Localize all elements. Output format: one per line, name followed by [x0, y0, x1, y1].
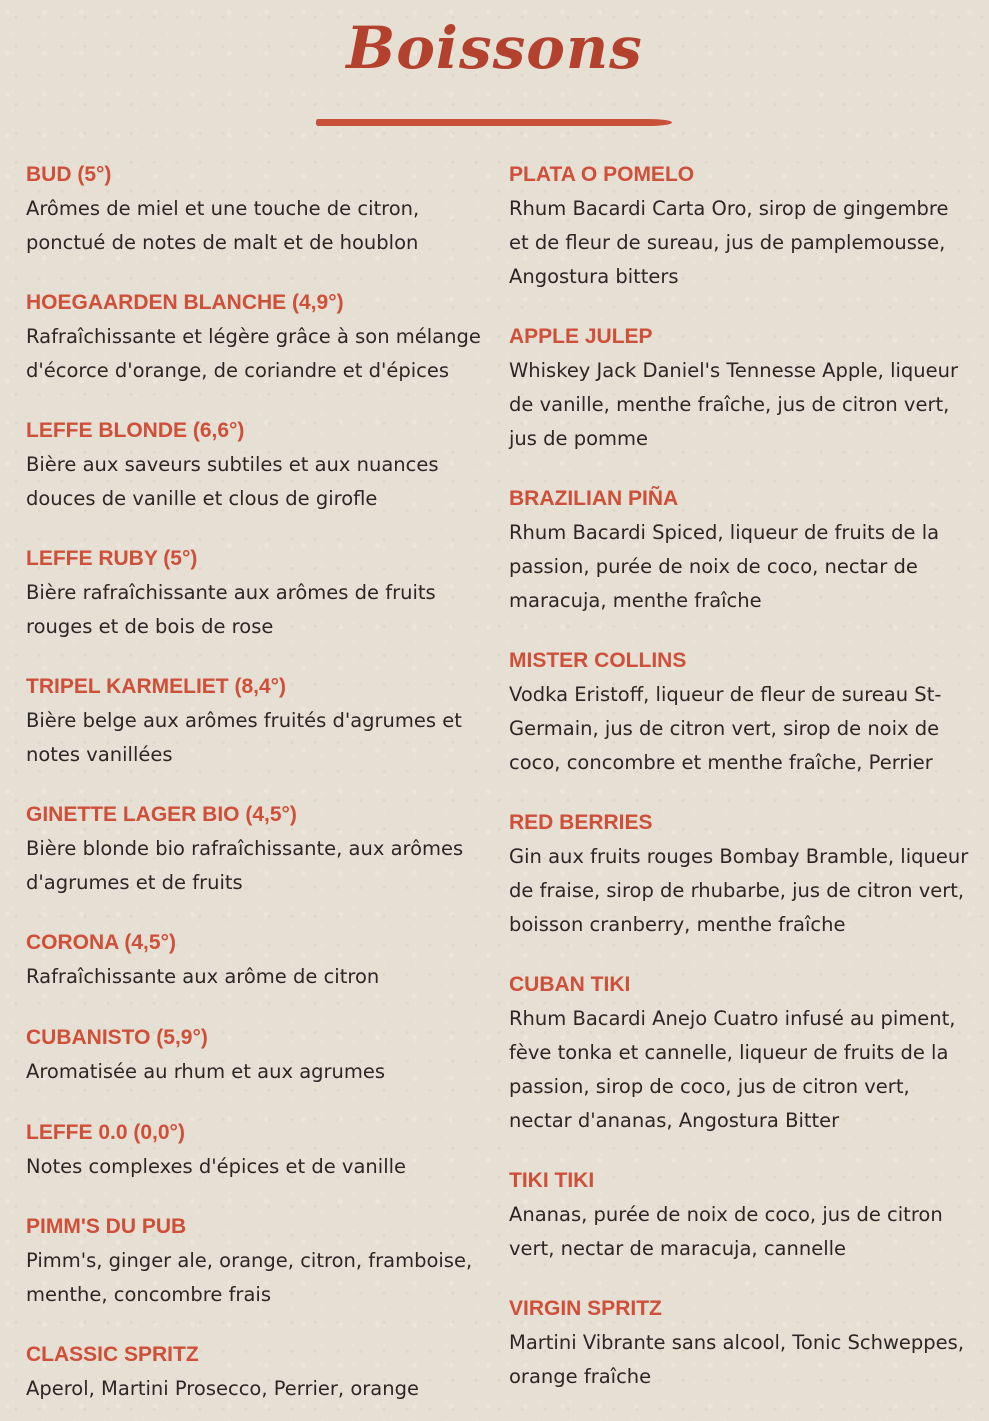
menu-item	[26, 1212, 486, 1340]
item-description: Ananas, purée de noix de coco, jus de citron vert, nectar de maracuja, cannelle	[509, 1203, 943, 1260]
menu-item	[26, 288, 486, 416]
item-description: Gin aux fruits rouges Bombay Bramble, liqueur de fraise, sirop de rhubarbe, jus de citron vert, boisson cranberry, menthe fraîche	[509, 845, 969, 936]
item-description: Rhum Bacardi Anejo Cuatro infusé au piment, fève tonka et cannelle, liqueur de fruits de la passion, sirop de coco, jus de citron vert, nectar d'ananas, Angostura Bitter	[509, 1007, 956, 1132]
item-name: RED BERRIES	[509, 811, 653, 834]
menu-item	[509, 970, 974, 1166]
menu-item	[26, 544, 486, 672]
item-description: Aromatisée au rhum et aux agrumes	[26, 1060, 386, 1083]
menu-item	[26, 800, 486, 928]
menu-item	[509, 322, 974, 484]
item-name: LEFFE RUBY (5°)	[26, 547, 198, 570]
item-name: HOEGAARDEN BLANCHE (4,9°)	[26, 291, 344, 314]
item-name: APPLE JULEP	[509, 325, 653, 348]
menu-item	[26, 1023, 486, 1118]
item-name: BRAZILIAN PIÑA	[509, 487, 679, 510]
item-name: MISTER COLLINS	[509, 649, 687, 672]
item-name: GINETTE LAGER BIO (4,5°)	[26, 803, 297, 826]
menu-item	[509, 160, 974, 322]
item-name: PIMM'S DU PUB	[26, 1215, 187, 1238]
beer-column	[26, 160, 486, 1406]
item-description: Rhum Bacardi Spiced, liqueur de fruits de la passion, purée de noix de coco, nectar de maracuja, menthe fraîche	[509, 521, 940, 612]
menu-item	[509, 1294, 974, 1394]
item-name: CLASSIC SPRITZ	[26, 1343, 199, 1366]
menu-item	[509, 646, 974, 808]
item-description: Martini Vibrante sans alcool, Tonic Schweppes, orange fraîche	[509, 1331, 965, 1388]
item-description: Notes complexes d'épices et de vanille	[26, 1155, 407, 1178]
menu-item	[509, 808, 974, 970]
item-description: Bière blonde bio rafraîchissante, aux arômes d'agrumes et de fruits	[26, 837, 464, 894]
item-name: CUBAN TIKI	[509, 973, 631, 996]
menu-item	[26, 1118, 486, 1212]
item-description: Whiskey Jack Daniel's Tennesse Apple, liqueur de vanille, menthe fraîche, jus de citron vert, jus de pomme	[509, 359, 959, 450]
item-description: Vodka Eristoff, liqueur de fleur de sureau St-Germain, jus de citron vert, sirop de noix de coco, concombre et menthe fraîche, Perrier	[509, 683, 942, 774]
item-name: CORONA (4,5°)	[26, 931, 176, 954]
item-description: Bière aux saveurs subtiles et aux nuances douces de vanille et clous de girofle	[26, 453, 439, 510]
item-name: BUD (5°)	[26, 163, 112, 186]
item-description: Rafraîchissante aux arôme de citron	[26, 965, 380, 988]
cocktail-column	[509, 160, 974, 1394]
item-name: PLATA O POMELO	[509, 163, 695, 186]
item-name: LEFFE BLONDE (6,6°)	[26, 419, 245, 442]
item-name: VIRGIN SPRITZ	[509, 1297, 662, 1320]
menu-item	[509, 484, 974, 646]
item-description: Bière rafraîchissante aux arômes de fruits rouges et de bois de rose	[26, 581, 436, 638]
menu-item	[26, 1340, 486, 1406]
title-underline	[316, 119, 672, 126]
menu-item	[26, 928, 486, 1023]
item-description: Rhum Bacardi Carta Oro, sirop de gingembre et de fleur de sureau, jus de pamplemousse, Angostura bitters	[509, 197, 949, 288]
item-name: LEFFE 0.0 (0,0°)	[26, 1121, 185, 1144]
item-name: CUBANISTO (5,9°)	[26, 1026, 208, 1049]
item-description: Rafraîchissante et légère grâce à son mélange d'écorce d'orange, de coriandre et d'épices	[26, 325, 481, 382]
item-description: Bière belge aux arômes fruités d'agrumes et notes vanillées	[26, 709, 462, 766]
item-description: Arômes de miel et une touche de citron, ponctué de notes de malt et de houblon	[26, 197, 420, 254]
item-name: TIKI TIKI	[509, 1169, 595, 1192]
menu-item	[26, 160, 486, 288]
page-title: Boissons	[346, 14, 643, 82]
menu-item	[26, 416, 486, 544]
menu-item	[26, 672, 486, 800]
item-name: TRIPEL KARMELIET (8,4°)	[26, 675, 287, 698]
menu-item	[509, 1166, 974, 1294]
item-description: Pimm's, ginger ale, orange, citron, framboise, menthe, concombre frais	[26, 1249, 473, 1306]
item-description: Aperol, Martini Prosecco, Perrier, orange	[26, 1377, 419, 1400]
